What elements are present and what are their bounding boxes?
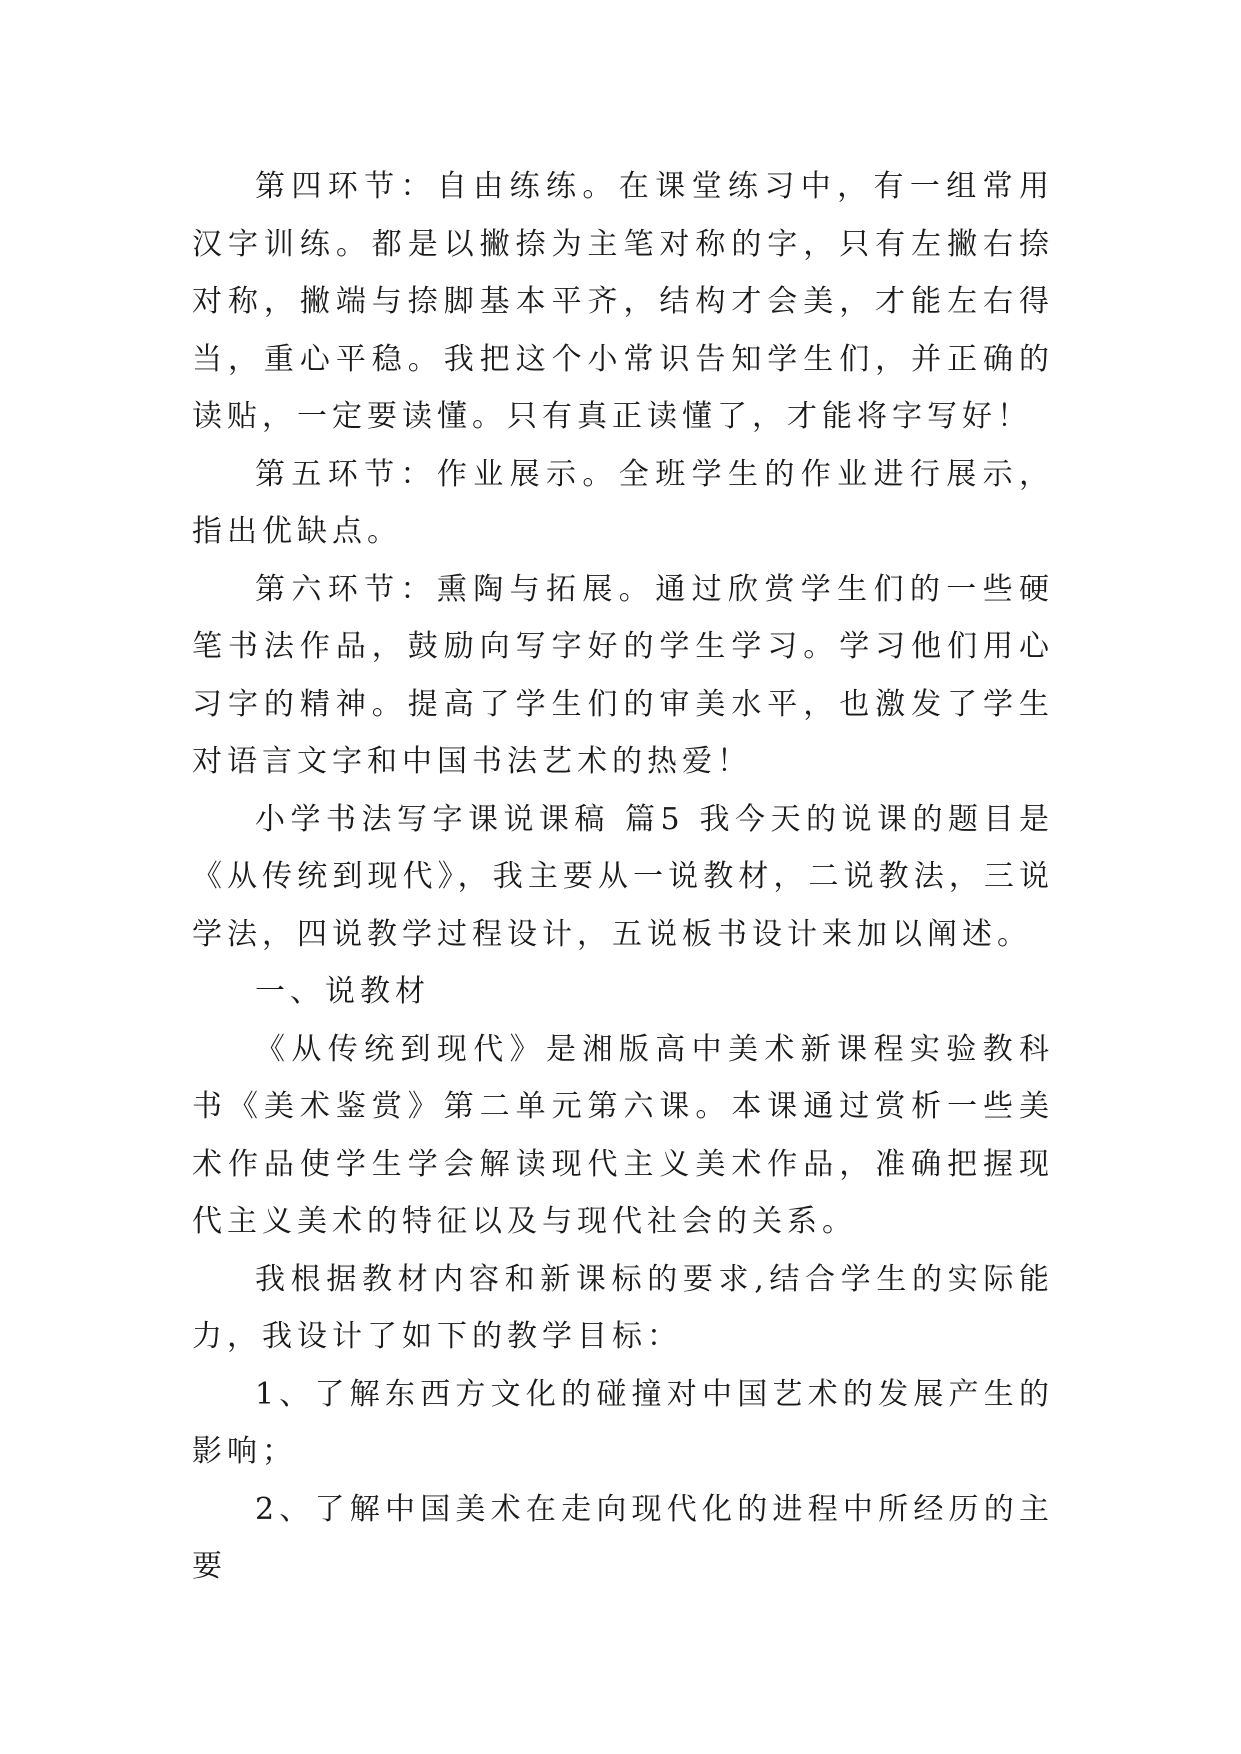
paragraph-step-four: 第四环节：自由练练。在课堂练习中，有一组常用汉字训练。都是以撇捺为主笔对称的字，只有左撇右捺对称，撇端与捺脚基本平齐，结构才会美，才能左右得当，重心平稳。我把这个小常识告知学生们，并正确的读贴，一定要读懂。只有真正读懂了，才能将字写好！: [192, 169, 1054, 434]
document-body: [192, 158, 1054, 1596]
paragraph-goal-two: 2、了解中国美术在走向现代化的进程中所经历的主要: [192, 1491, 1054, 1584]
section-heading-textbook: 一、说教材: [255, 974, 430, 1009]
paragraph-step-six: 第六环节：熏陶与拓展。通过欣赏学生们的一些硬笔书法作品，鼓励向写字好的学生学习。学习他们用心习字的精神。提高了学生们的审美水平，也激发了学生对语言文字和中国书法艺术的热爱！: [192, 571, 1054, 779]
paragraph-goal-one: 1、了解东西方文化的碰撞对中国艺术的发展产生的影响；: [192, 1376, 1054, 1469]
paragraph-step-five: 第五环节：作业展示。全班学生的作业进行展示，指出优缺点。: [192, 456, 1054, 549]
paragraph-textbook-description: 《从传统到现代》是湘版高中美术新课程实验教科书《美术鉴赏》第二单元第六课。本课通过赏析一些美术作品使学生学会解读现代主义美术作品，准确把握现代主义美术的特征以及与现代社会的关系。: [192, 1031, 1054, 1239]
paragraph-lesson-five-intro: 小学书法写字课说课稿 篇5 我今天的说课的题目是《从传统到现代》，我主要从一说教材，二说教法，三说学法，四说教学过程设计，五说板书设计来加以阐述。: [192, 801, 1054, 952]
paragraph-teaching-goals-intro: 我根据教材内容和新课标的要求,结合学生的实际能力，我设计了如下的教学目标：: [192, 1261, 1054, 1354]
